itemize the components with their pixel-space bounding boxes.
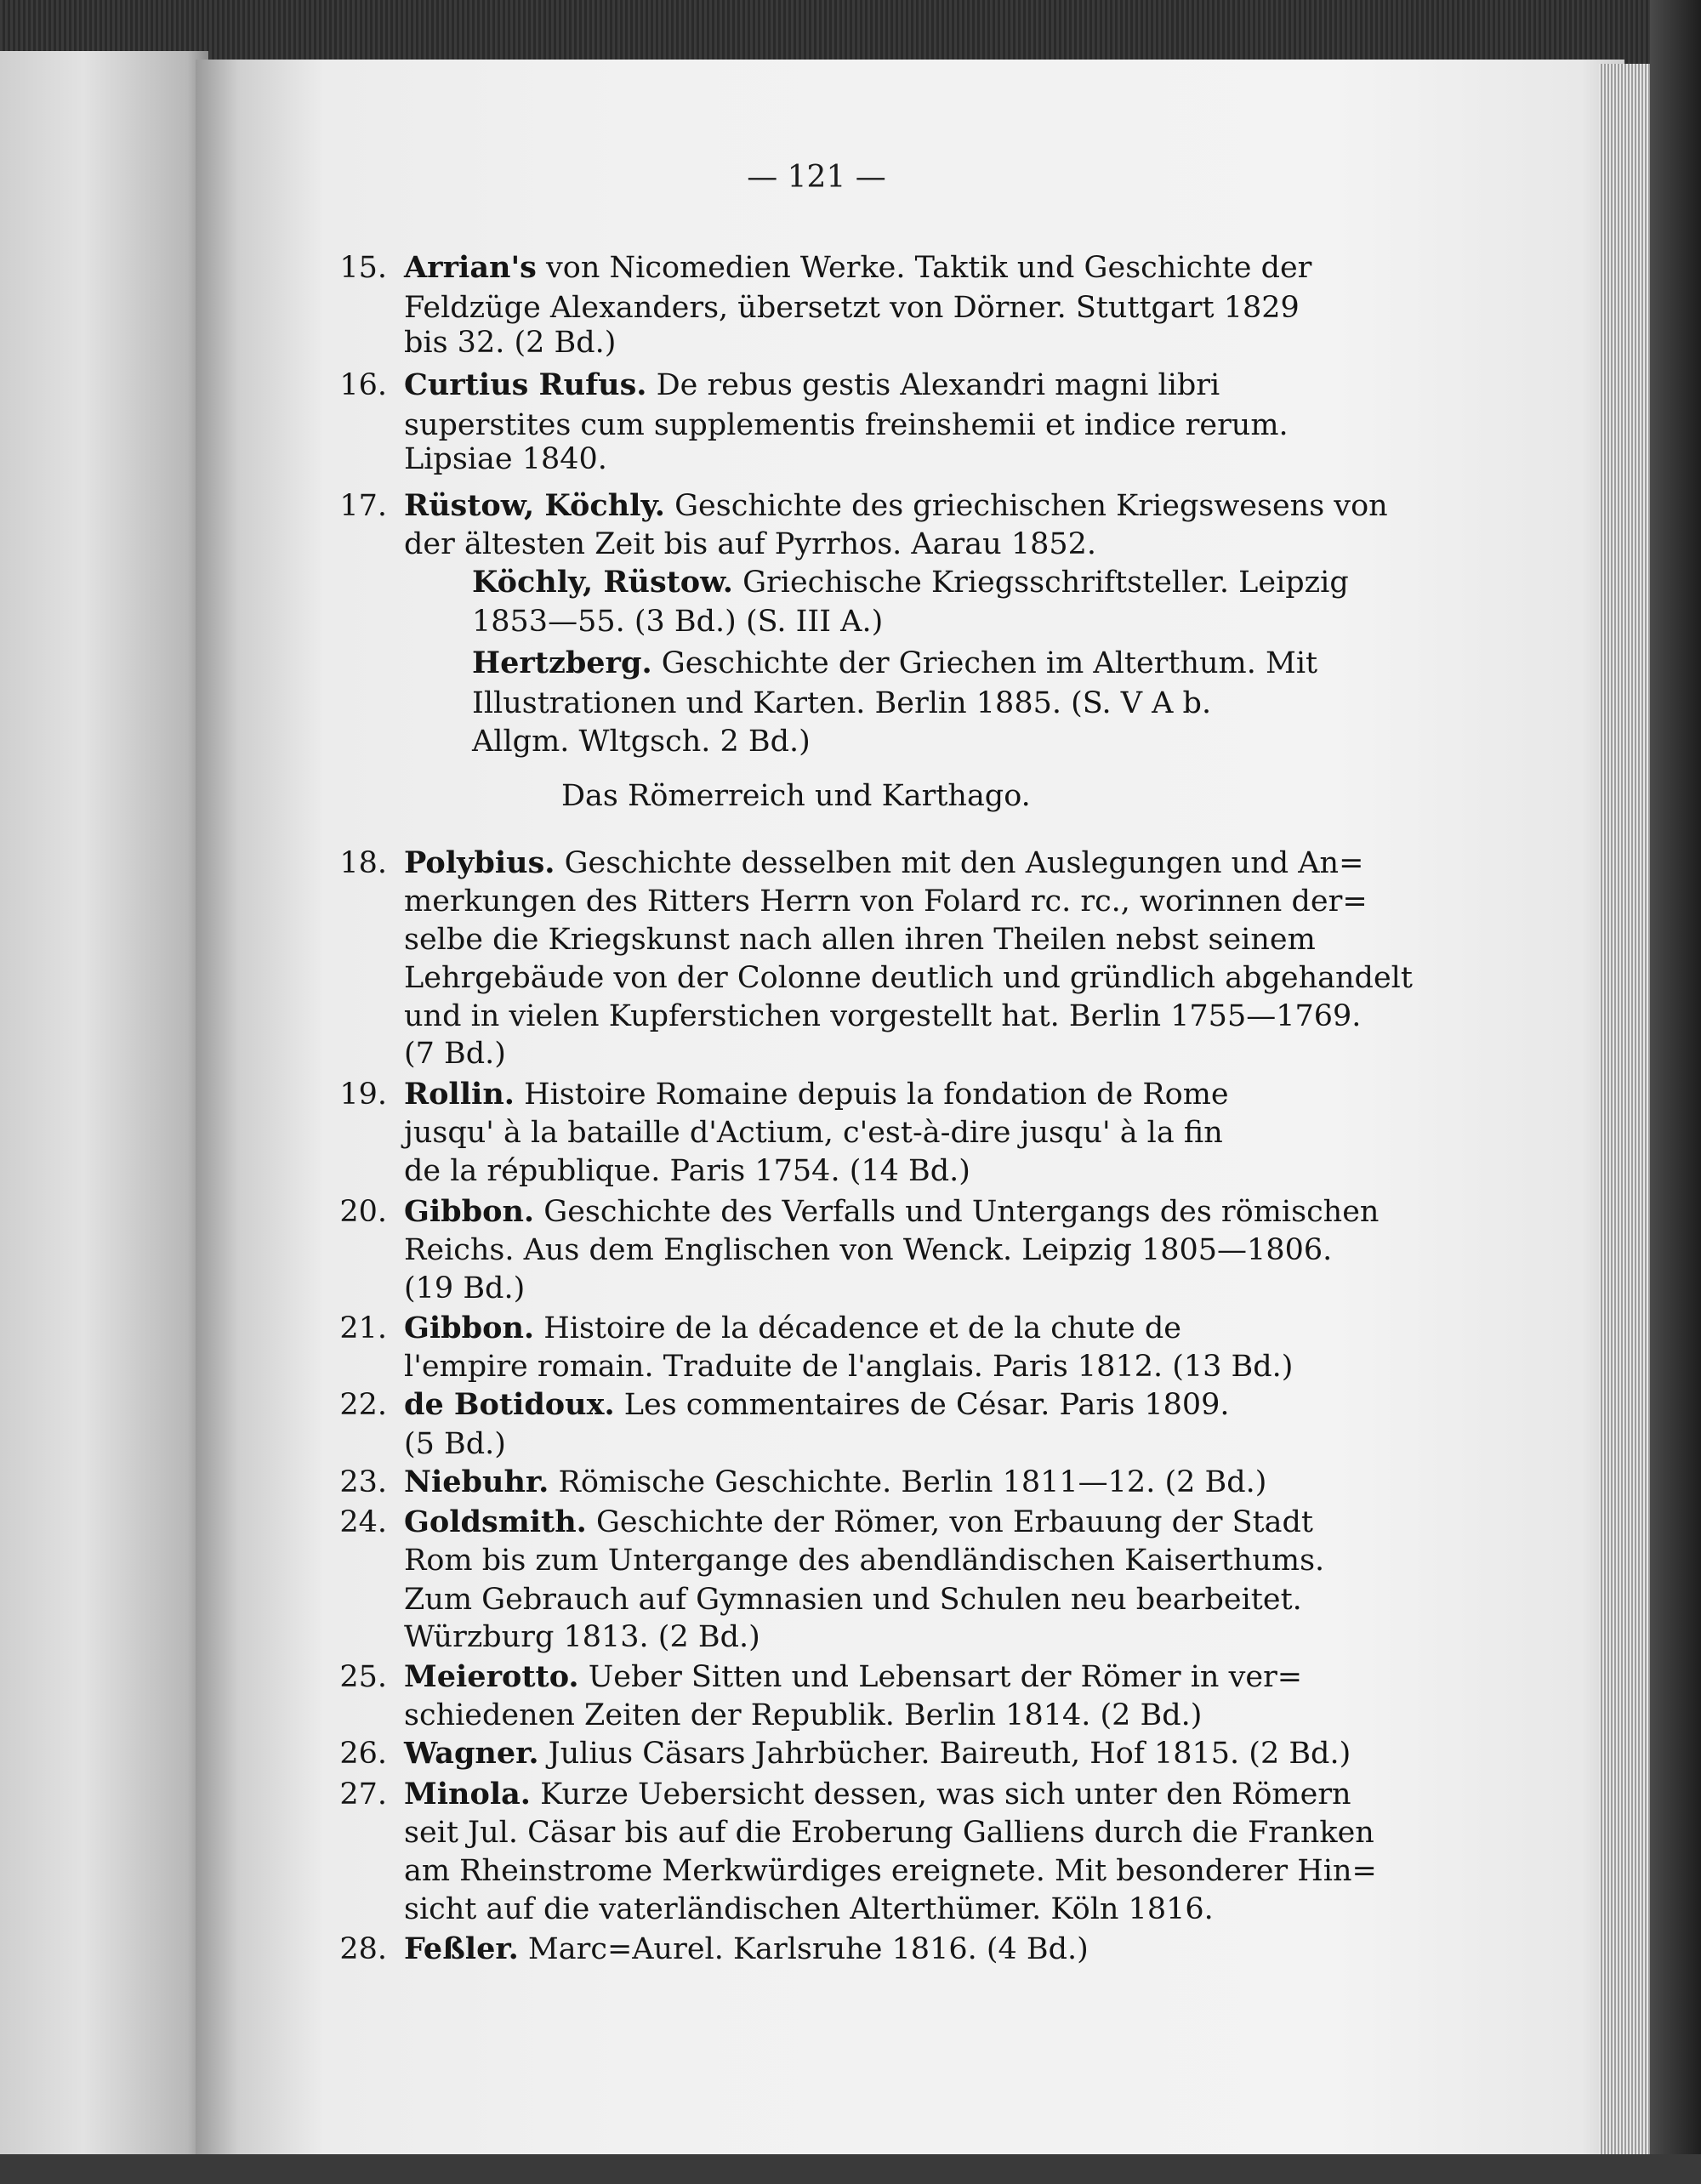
- page-number: — 121 —: [747, 160, 886, 195]
- citation-text: merkungen des Ritters Herrn von Folard rc. rc., worinnen der=: [404, 884, 1368, 919]
- author-name: Köchly, Rüstow.: [472, 565, 733, 600]
- entry-number: 19.: [339, 1078, 387, 1112]
- entry-number: 28.: [339, 1932, 387, 1966]
- citation-text: Marc=Aurel. Karlsruhe 1816. (4 Bd.): [518, 1932, 1089, 1966]
- author-name: Hertzberg.: [472, 646, 652, 680]
- entry-number: 21.: [339, 1311, 387, 1345]
- bibliography-line: [404, 1229, 1332, 1271]
- bibliography-line: [404, 1345, 1293, 1388]
- entry-number: 23.: [339, 1465, 387, 1499]
- bibliography-line: [404, 438, 607, 481]
- bibliography-line: [404, 842, 1363, 884]
- entry-number: 15.: [339, 251, 387, 285]
- citation-text: seit Jul. Cäsar bis auf die Eroberung Galliens durch die Franken: [404, 1816, 1374, 1850]
- author-name: Niebuhr.: [404, 1465, 549, 1499]
- bibliography-line: [404, 1694, 1202, 1737]
- citation-text: Feldzüge Alexanders, übersetzt von Dörner. Stuttgart 1829: [404, 291, 1300, 325]
- bibliography-line: [404, 1928, 1089, 1971]
- citation-text: schiedenen Zeiten der Republik. Berlin 1814. (2 Bd.): [404, 1698, 1203, 1732]
- citation-text: de la république. Paris 1754. (14 Bd.): [404, 1154, 970, 1188]
- entry-number: 26.: [339, 1737, 387, 1771]
- citation-text: Kurze Uebersicht dessen, was sich unter den Römern: [531, 1777, 1351, 1811]
- citation-text: (19 Bd.): [404, 1271, 526, 1305]
- bibliography-line: [404, 1267, 525, 1310]
- bibliography-line: [404, 247, 1311, 289]
- citation-text: Geschichte der Griechen im Alterthum. Mit: [651, 646, 1318, 680]
- citation-text: Histoire de la décadence et de la chute de: [534, 1311, 1181, 1345]
- bibliography-line: [472, 720, 811, 763]
- bibliography-line: [404, 1656, 1302, 1698]
- section-heading: Das Römerreich und Karthago.: [561, 779, 1031, 813]
- citation-text: und in vielen Kupferstichen vorgestellt hat. Berlin 1755—1769.: [404, 999, 1362, 1033]
- citation-text: Illustrationen und Karten. Berlin 1885. (S. V A b.: [472, 686, 1212, 720]
- facing-page: [0, 51, 208, 2160]
- book-cover-bottom: [0, 2154, 1701, 2184]
- citation-text: Lehrgebäude von der Colonne deutlich und gründlich abgehandelt: [404, 961, 1413, 995]
- citation-text: Zum Gebrauch auf Gymnasien und Schulen neu bearbeitet.: [404, 1583, 1302, 1617]
- bibliography-line: [404, 523, 1096, 566]
- citation-text: von Nicomedien Werke. Taktik und Geschichte der: [536, 251, 1312, 285]
- citation-text: am Rheinstrome Merkwürdiges ereignete. Mit besonderer Hin=: [404, 1854, 1377, 1888]
- bibliography-line: [404, 1850, 1377, 1892]
- bibliography-line: [404, 1616, 760, 1658]
- citation-text: Allgm. Wltgsch. 2 Bd.): [472, 725, 811, 759]
- bibliography-line: [404, 1732, 1351, 1775]
- entry-number: 16.: [339, 368, 387, 402]
- author-name: Curtius Rufus.: [404, 367, 647, 402]
- citation-text: (5 Bd.): [404, 1427, 506, 1461]
- page-edges: [1599, 64, 1654, 2156]
- author-name: Rüstow, Köchly.: [404, 488, 665, 523]
- bibliography-line: [472, 682, 1211, 725]
- citation-text: l'empire romain. Traduite de l'anglais. Paris 1812. (13 Bd.): [404, 1350, 1294, 1384]
- citation-text: Römische Geschichte. Berlin 1811—12. (2 Bd.): [549, 1465, 1267, 1499]
- author-name: Meierotto.: [404, 1659, 579, 1694]
- citation-text: Geschichte des Verfalls und Untergangs des römischen: [534, 1195, 1380, 1229]
- book-cover-right: [1650, 0, 1701, 2184]
- author-name: Rollin.: [404, 1077, 515, 1112]
- citation-text: Geschichte des griechischen Kriegswesens von: [664, 489, 1388, 523]
- entry-number: 18.: [339, 846, 387, 880]
- bibliography-line: [404, 321, 616, 364]
- author-name: Gibbon.: [404, 1194, 535, 1229]
- bibliography-line: [472, 642, 1317, 685]
- entry-number: 17.: [339, 489, 387, 523]
- bibliography-line: [404, 1191, 1379, 1233]
- citation-text: 1853—55. (3 Bd.) (S. III A.): [472, 605, 884, 639]
- bibliography-line: [404, 1773, 1351, 1816]
- bibliography-line: [404, 1539, 1324, 1582]
- citation-text: bis 32. (2 Bd.): [404, 326, 617, 360]
- bibliography-line: [404, 1811, 1374, 1854]
- citation-text: der ältesten Zeit bis auf Pyrrhos. Aarau 1852.: [404, 527, 1097, 561]
- bibliography-line: [404, 1112, 1223, 1154]
- entry-number: 20.: [339, 1195, 387, 1229]
- citation-text: jusqu' à la bataille d'Actium, c'est-à-dire jusqu' à la fin: [404, 1116, 1223, 1150]
- entry-number: 27.: [339, 1777, 387, 1811]
- author-name: de Botidoux.: [404, 1387, 615, 1422]
- author-name: Arrian's: [404, 250, 537, 285]
- bibliography-line: [404, 1073, 1229, 1116]
- citation-text: superstites cum supplementis freinshemii et indice rerum.: [404, 408, 1289, 442]
- citation-text: sicht auf die vaterländischen Alterthümer. Köln 1816.: [404, 1892, 1214, 1926]
- citation-text: De rebus gestis Alexandri magni libri: [646, 368, 1220, 402]
- citation-text: selbe die Kriegskunst nach allen ihren Theilen nebst seinem: [404, 923, 1316, 957]
- bibliography-line: [404, 1501, 1313, 1544]
- citation-text: Lipsiae 1840.: [404, 442, 607, 476]
- citation-text: Rom bis zum Untergange des abendländischen Kaiserthums.: [404, 1544, 1325, 1578]
- bibliography-line: [404, 1384, 1230, 1426]
- book-cover-top: [0, 0, 1701, 64]
- entry-number: 22.: [339, 1388, 387, 1422]
- citation-text: Histoire Romaine depuis la fondation de Rome: [514, 1078, 1229, 1112]
- bibliography-line: [404, 1307, 1181, 1350]
- bibliography-line: [404, 1888, 1214, 1931]
- citation-text: Ueber Sitten und Lebensart der Römer in ver=: [578, 1660, 1303, 1694]
- bibliography-line: [404, 364, 1220, 407]
- author-name: Minola.: [404, 1777, 531, 1811]
- author-name: Goldsmith.: [404, 1504, 587, 1539]
- bibliography-line: [472, 561, 1349, 604]
- citation-text: Julius Cäsars Jahrbücher. Baireuth, Hof 1815. (2 Bd.): [538, 1737, 1351, 1771]
- bibliography-line: [404, 1032, 506, 1075]
- citation-text: Würzburg 1813. (2 Bd.): [404, 1620, 760, 1654]
- bibliography-line: [404, 919, 1316, 961]
- citation-text: Reichs. Aus dem Englischen von Wenck. Leipzig 1805—1806.: [404, 1233, 1333, 1267]
- bibliography-line: [404, 1578, 1302, 1621]
- citation-text: Les commentaires de César. Paris 1809.: [614, 1388, 1230, 1422]
- author-name: Feßler.: [404, 1931, 519, 1966]
- citation-text: Griechische Kriegsschriftsteller. Leipzig: [732, 566, 1349, 600]
- citation-text: Geschichte desselben mit den Auslegungen und An=: [555, 846, 1364, 880]
- citation-text: Geschichte der Römer, von Erbauung der Stadt: [586, 1505, 1313, 1539]
- bibliography-line: [404, 1423, 506, 1465]
- bibliography-line: [404, 485, 1388, 527]
- author-name: Gibbon.: [404, 1311, 535, 1345]
- bibliography-line: [404, 880, 1368, 923]
- bibliography-line: [404, 1461, 1266, 1504]
- bibliography-line: [472, 600, 883, 643]
- author-name: Polybius.: [404, 845, 555, 880]
- entry-number: 24.: [339, 1505, 387, 1539]
- bibliography-line: [404, 957, 1413, 999]
- author-name: Wagner.: [404, 1736, 539, 1771]
- citation-text: (7 Bd.): [404, 1037, 506, 1071]
- bibliography-line: [404, 1150, 970, 1192]
- entry-number: 25.: [339, 1660, 387, 1694]
- bibliography-line: [404, 995, 1361, 1038]
